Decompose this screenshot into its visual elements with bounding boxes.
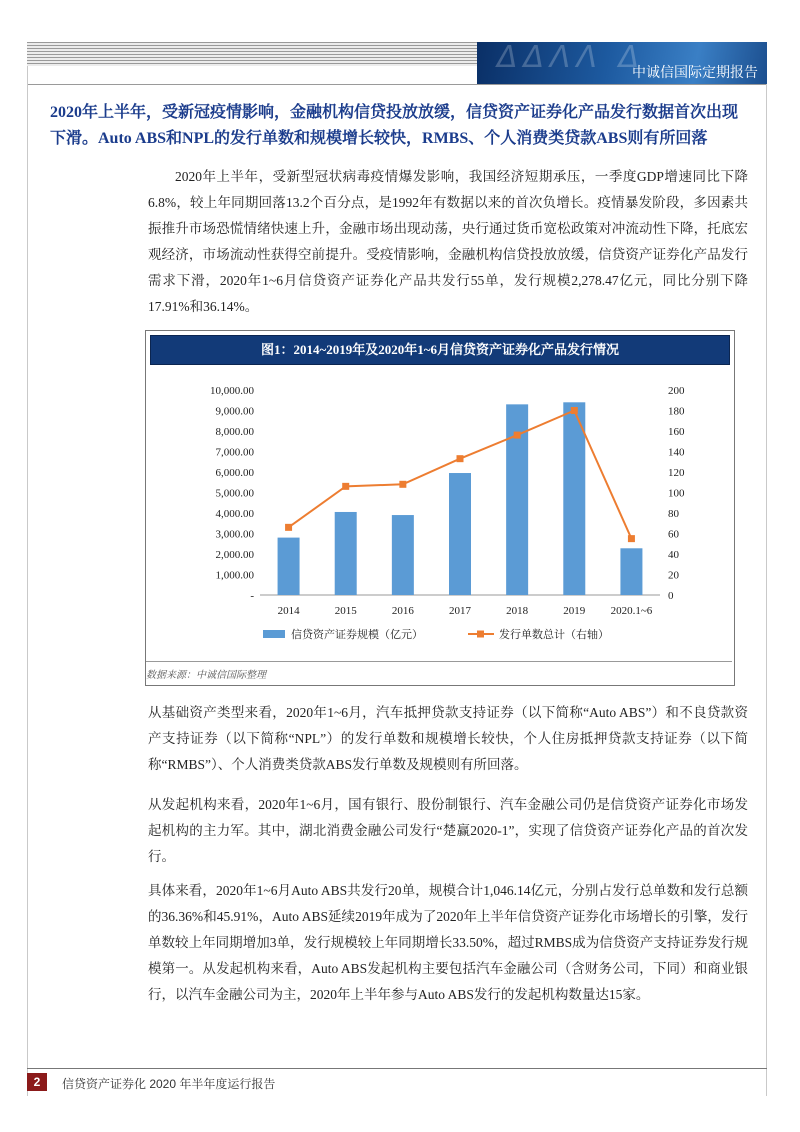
right-axis-tick-label: 80	[668, 508, 679, 520]
left-axis-tick-label: 5,000.00	[215, 487, 254, 500]
paragraph-auto-abs: 具体来看，2020年1~6月Auto ABS共发行20单，规模合计1,046.14亿元，分别占发行总单数和发行总额的36.36%和45.91%，Auto ABS延续2019年成为了2020年上半年信贷资产证券化市场增长的引擎，发行单数较上年同期增加3单，发行规模较上年同期增长33.50%，超过RMBS成为信贷资产支持证券发行规模第一。从发起机构来看，Auto ABS发起机构主要包括汽车金融公司（含财务公司，下同）和商业银行，以汽车金融公司为主，2020年上半年参与Auto ABS发行的发起机构数量达15家。	[148, 883, 748, 1002]
bar-issuance-scale	[392, 515, 414, 595]
left-axis-tick-label: 4,000.00	[215, 508, 254, 520]
right-axis-tick-label: 140	[668, 446, 685, 459]
legend-swatch-count-marker	[477, 631, 484, 638]
left-axis-tick-label: 6,000.00	[215, 467, 254, 479]
x-axis-tick-label: 2014	[277, 605, 300, 617]
line-point-issuance-count	[628, 535, 635, 542]
left-axis-tick-label: 1,000.00	[215, 569, 254, 582]
bar-issuance-scale	[620, 548, 642, 595]
right-axis-tick-label: 100	[668, 487, 685, 500]
x-axis-tick-label: 2016	[391, 605, 414, 617]
right-axis-tick-label: 60	[668, 528, 679, 541]
x-axis-tick-label: 2020.1~6	[610, 605, 653, 617]
line-point-issuance-count	[571, 407, 578, 414]
x-axis-tick-label: 2018	[506, 605, 529, 617]
right-axis-tick-label: 180	[668, 405, 685, 418]
legend-swatch-scale	[263, 630, 285, 638]
legend-label-count: 发行单数总计（右轴）	[499, 628, 609, 641]
right-axis-tick-label: 200	[668, 385, 685, 397]
right-axis-tick-label: 0	[668, 590, 674, 602]
left-axis-tick-label: 3,000.00	[215, 528, 254, 541]
right-axis-tick-label: 160	[668, 426, 685, 438]
x-axis-tick-label: 2017	[449, 605, 471, 617]
banner-decoration: ΔΔΛΛ Δ	[497, 42, 646, 75]
left-axis-tick-label: -	[250, 590, 254, 602]
right-axis-tick-label: 40	[668, 549, 679, 561]
report-series-title: 中诚信国际定期报告	[632, 65, 758, 81]
left-axis-tick-label: 2,000.00	[215, 549, 254, 561]
bar-issuance-scale	[278, 538, 300, 595]
left-axis-tick-label: 10,000.00	[210, 385, 254, 397]
bar-issuance-scale	[335, 512, 357, 595]
footer-report-title: 信贷资产证券化 2020 年半年度运行报告	[62, 1077, 276, 1091]
line-point-issuance-count	[514, 432, 521, 439]
right-axis-tick-label: 120	[668, 467, 685, 479]
line-point-issuance-count	[285, 524, 292, 531]
line-point-issuance-count	[342, 483, 349, 490]
x-axis-tick-label: 2019	[563, 605, 586, 617]
x-axis-tick-label: 2015	[334, 605, 357, 617]
chart-source-note: 数据来源：中诚信国际整理	[146, 661, 732, 681]
paragraph-asset-types: 从基础资产类型来看，2020年1~6月，汽车抵押贷款支持证券（以下简称“Auto ABS”）和不良贷款资产支持证券（以下简称“NPL”）的发行单数和规模增长较快，个人住房抵押贷款支持证券（以下简称“RMBS”）、个人消费类贷款ABS发行单数及规模则有所回落。	[148, 705, 748, 772]
right-axis-tick-label: 20	[668, 569, 679, 582]
left-axis-tick-label: 8,000.00	[215, 426, 254, 438]
paragraph-originators: 从发起机构来看，2020年1~6月，国有银行、股份制银行、汽车金融公司仍是信贷资产证券化市场发起机构的主力军。其中，湖北消费金融公司发行“楚赢2020-1”，实现了信贷资产证券化产品的首次发行。	[148, 797, 748, 864]
page-number: 2	[27, 1073, 47, 1091]
bar-issuance-scale	[449, 473, 471, 595]
line-point-issuance-count	[457, 455, 464, 462]
left-axis-tick-label: 9,000.00	[215, 405, 254, 418]
footer-divider	[27, 1068, 767, 1069]
chart-title: 图1：2014~2019年及2020年1~6月信贷资产证券化产品发行情况	[150, 335, 730, 365]
paragraph-intro: 2020年上半年，受新型冠状病毒疫情爆发影响，我国经济短期承压，一季度GDP增速同比下降6.8%，较上年同期回落13.2个百分点，是1992年有数据以来的首次负增长。疫情暴发阶段，多因素共振推升市场恐慌情绪快速上升，金融市场出现动荡，央行通过货币宽松政策对冲流动性下降，托底宏观经济，市场流动性获得空前提升。受疫情影响，金融机构信贷投放放缓，信贷资产证券化产品发行需求下滑，2020年1~6月信贷资产证券化产品共发行55单，发行规模2,278.47亿元，同比分别下降17.91%和36.14%。	[148, 169, 748, 314]
legend-label-scale: 信贷资产证券规模（亿元）	[291, 628, 423, 641]
section-headline: 2020年上半年，受新冠疫情影响，金融机构信贷投放放缓，信贷资产证券化产品发行数据首次出现下滑。Auto ABS和NPL的发行单数和规模增长较快，RMBS、个人消费类贷款ABS则有所回落	[50, 104, 739, 147]
line-point-issuance-count	[399, 481, 406, 488]
left-axis-tick-label: 7,000.00	[215, 446, 254, 459]
bar-issuance-scale	[563, 402, 585, 595]
